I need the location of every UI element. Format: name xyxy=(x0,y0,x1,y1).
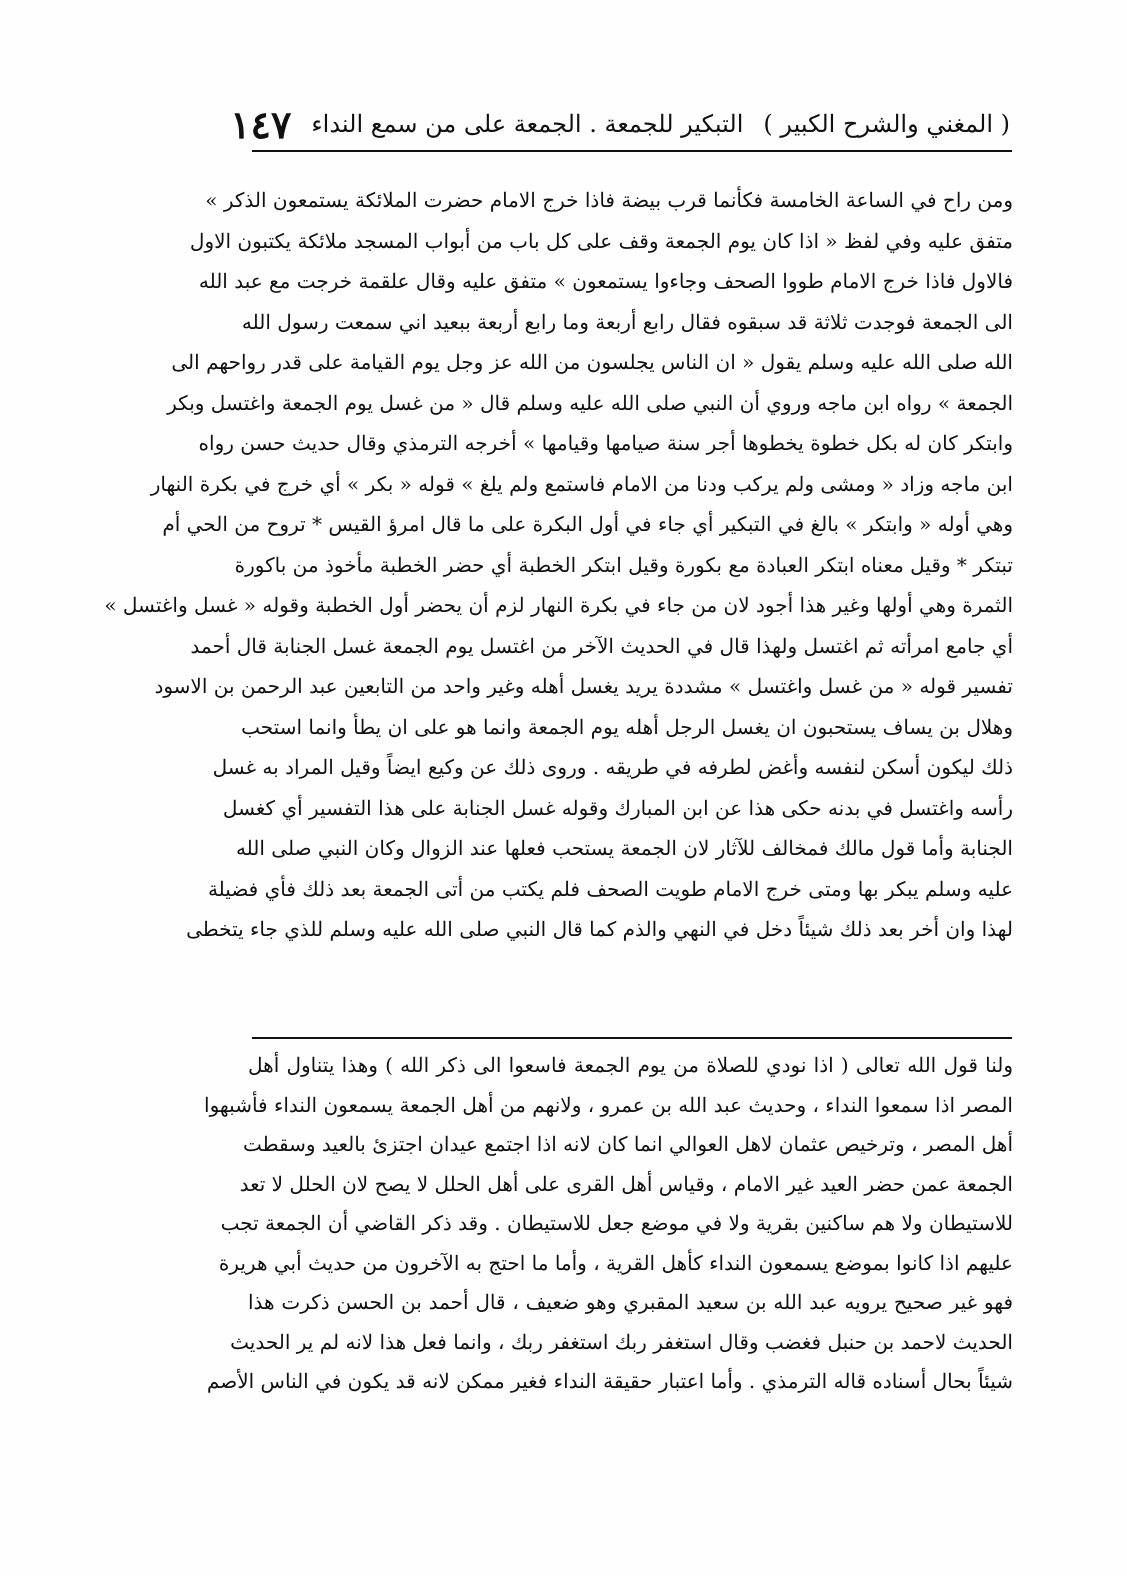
text-line: وهي أوله « وابتكر » بالغ في التبكير أي جاء في أول البكرة على ما قال امرؤ القيس * تروح من الحي أم xyxy=(162,512,1013,536)
text-line: شيئاً بحال أسناده قاله الترمذي . وأما اعتبار حقيقة النداء فغير ممكن لانه قد يكون في الناس الأصم xyxy=(206,1369,1013,1393)
text-line: عليه وسلم يبكر بها ومتى خرج الامام طويت الصحف فلم يكتب من أتى الجمعة بعد ذلك فأي فضيلة xyxy=(207,876,1013,901)
text-line: ابن ماجه وزاد « ومشى ولم يركب ودنا من الامام فاستمع ولم يلغ » قوله « بكر » أي خرج في بكرة النهار xyxy=(150,471,1013,496)
text-line: أي جامع امرأته ثم اغتسل ولهذا قال في الحديث الآخر من اغتسل يوم الجمعة غسل الجنابة قال أحمد xyxy=(190,633,1013,658)
text-line: الحديث لاحمد بن حنبل فغضب وقال استغفر ربك استغفر ربك ، وانما فعل هذا لانه لم ير الحديث xyxy=(230,1329,1013,1354)
text-line: الى الجمعة فوجدت ثلاثة قد سبقوه فقال رابع أربعة وما رابع أربعة ببعيد اني سمعت رسول الله xyxy=(241,309,1013,334)
text-line: وهلال بن يساف يستحبون ان يغسل الرجل أهله يوم الجمعة وانما هو على ان يطأ وانما استحب xyxy=(241,714,1013,739)
page-number: ١٤٧ xyxy=(230,101,292,147)
commentary-text-block xyxy=(204,1046,1013,1402)
text-line: ذلك ليكون أسكن لنفسه وأغض لطرفه في طريقه . وروى ذلك عن وكيع ايضاً وقيل المراد به غسل xyxy=(212,755,1013,779)
running-header xyxy=(230,101,1010,147)
header-rule xyxy=(252,150,1012,152)
text-line: رأسه واغتسل في بدنه حكى هذا عن ابن المبارك وقوله غسل الجنابة على هذا التفسير أي كغسل xyxy=(222,795,1013,820)
text-line: الثمرة وهي أولها وغير هذا أجود لان من جاء في بكرة النهار لزم أن يحضر أول الخطبة وقوله « غسل واغتسل » xyxy=(104,593,1013,617)
book-title: ( المغني والشرح الكبير ) xyxy=(763,110,1010,138)
text-line: الله صلى الله عليه وسلم يقول « ان الناس يجلسون من الله عز وجل يوم القيامة على قدر رواحهم الى xyxy=(171,350,1013,374)
text-line: المصر اذا سمعوا النداء ، وحديث عبد الله بن عمرو ، ولانهم من أهل الجمعة يسمعون النداء فأشبهوا xyxy=(204,1092,1013,1117)
text-line: متفق عليه وفي لفظ « اذا كان يوم الجمعة وقف على كل باب من أبواب المسجد ملائكة يكتبون الاول xyxy=(189,228,1013,253)
text-line: فالاول فاذا خرج الامام طووا الصحف وجاءوا يستمعون » متفق عليه وقال علقمة خرجت مع عبد الله xyxy=(198,269,1013,293)
text-line: الجمعة » رواه ابن ماجه وروي أن النبي صلى الله عليه وسلم قال « من غسل يوم الجمعة واغتسل وبكر xyxy=(167,390,1013,415)
text-line: عليهم اذا كانوا بموضع يسمعون النداء كأهل القرية ، وأما ما احتج به الآخرون من حديث أبي هريرة xyxy=(218,1250,1013,1275)
main-text-block xyxy=(104,180,1013,950)
section-title: التبكير للجمعة . الجمعة على من سمع النداء xyxy=(311,110,744,138)
text-line: الجمعة عمن حضر العيد غير الامام ، وقياس أهل القرى على أهل الحلل لا يصح لان الحلل لا تعد xyxy=(239,1171,1013,1196)
text-line: وابتكر كان له بكل خطوة يخطوها أجر سنة صيامها وقيامها » أخرجه الترمذي وقال حديث حسن رواه xyxy=(198,431,1013,455)
text-line: تبتكر * وقيل معناه ابتكر العبادة مع بكورة وقيل ابتكر الخطبة أي حضر الخطبة مأخوذ من باكورة xyxy=(234,552,1013,577)
text-line: تفسير قوله « من غسل واغتسل » مشددة يريد يغسل أهله وغير واحد من التابعين عبد الرحمن بن الاسود xyxy=(154,674,1013,698)
section-divider xyxy=(252,1037,1012,1039)
text-line: ولنا قول الله تعالى ( اذا نودي للصلاة من يوم الجمعة فاسعوا الى ذكر الله ) وهذا يتناول أهل xyxy=(248,1053,1013,1077)
text-line: ومن راح في الساعة الخامسة فكأنما قرب بيضة فاذا خرج الامام حضرت الملائكة يستمعون الذكر » xyxy=(205,188,1013,212)
text-line: أهل المصر ، وترخيص عثمان لاهل العوالي انما كان لانه اذا اجتمع عيدان اجتزئ بالعيد وسقطت xyxy=(242,1132,1013,1156)
text-line: الجنابة وأما قول مالك فمخالف للآثار لان الجمعة يستحب فعلها عند الزوال وكان النبي صلى الله xyxy=(235,836,1013,860)
text-line: لهذا وان أخر بعد ذلك شيئاً دخل في النهي والذم كما قال النبي صلى الله عليه وسلم للذي جاء يتخطى xyxy=(186,917,1013,941)
text-line: فهو غير صحيح يرويه عبد الله بن سعيد المقبري وهو ضعيف ، قال أحمد بن الحسن ذكرت هذا xyxy=(248,1290,1013,1314)
text-line: للاستيطان ولا هم ساكنين بقرية ولا في موضع جعل للاستيطان . وقد ذكر القاضي أن الجمعة تجب xyxy=(220,1211,1013,1235)
